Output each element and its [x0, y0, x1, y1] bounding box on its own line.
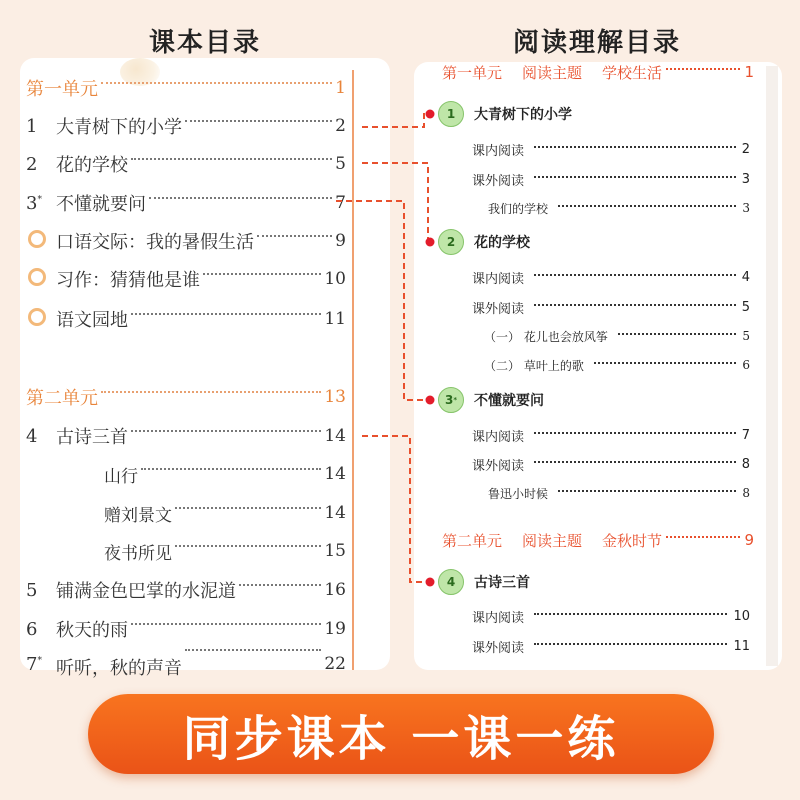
row-page: 8	[741, 456, 750, 472]
lesson-title: 大青树下的小学	[56, 117, 182, 138]
promo-banner	[88, 694, 714, 774]
row-page: 2	[741, 141, 750, 157]
reading-toc-heading: 阅读理解目录	[512, 28, 681, 58]
lesson-title: 不懂就要问	[474, 393, 544, 409]
lesson-num: 3	[26, 192, 38, 214]
theme-name: 学校生活	[602, 63, 663, 82]
row-label: 我们的学校	[488, 201, 549, 216]
unit-title: 第二单元	[442, 531, 503, 550]
row-label: 课外阅读	[472, 458, 525, 474]
connector-spacer	[362, 124, 418, 163]
row-page: 3	[741, 171, 750, 187]
lesson-page: 22	[324, 654, 346, 674]
lesson-title: 听听，秋的声音	[56, 658, 182, 679]
poem-page: 14	[324, 503, 346, 523]
lesson-page: 19	[324, 619, 346, 639]
lesson-number-badge: 3 *	[438, 387, 464, 413]
connector-lesson-3	[336, 201, 430, 400]
row-page: 4	[741, 269, 750, 285]
unit-title: 第二单元	[26, 388, 98, 409]
theme-label: 阅读主题	[522, 531, 583, 550]
lesson-title: 古诗三首	[56, 427, 128, 448]
row-page: 5	[741, 299, 750, 315]
connector-lesson-1	[362, 114, 430, 127]
unit-title: 第一单元	[442, 63, 503, 82]
lesson-num: 1	[26, 115, 38, 137]
item-page: 11	[324, 309, 346, 329]
poem-page: 14	[324, 464, 346, 484]
row-label: 课内阅读	[472, 429, 525, 445]
row-label: 课内阅读	[472, 271, 525, 287]
lesson-num: 6	[26, 618, 38, 640]
textbook-toc-heading: 课本目录	[148, 28, 261, 58]
row-page: 11	[733, 638, 750, 654]
lesson-title: 花的学校	[56, 155, 128, 176]
unit-title: 第一单元	[26, 79, 98, 100]
lesson-title: 不懂就要问	[56, 194, 146, 215]
row-page: 3	[742, 201, 750, 215]
row-page: 7	[741, 427, 750, 443]
row-label: 课内阅读	[472, 143, 525, 159]
theme-label: 阅读主题	[522, 63, 583, 82]
row-label: 课外阅读	[472, 301, 525, 317]
theme-name: 金秋时节	[602, 531, 663, 550]
unit-page: 9	[744, 531, 754, 549]
row-label: （二） 草叶上的歌	[484, 358, 584, 373]
lesson-num: 2	[26, 153, 38, 175]
row-label: 课内阅读	[472, 610, 525, 626]
lesson-page: 16	[324, 580, 346, 600]
item-title: 口语交际：我的暑假生活	[56, 232, 254, 253]
row-page: 5	[742, 329, 750, 343]
item-title: 语文园地	[56, 310, 128, 331]
lesson-number-badge: 2	[438, 229, 464, 255]
connector-dot	[426, 238, 435, 247]
row-page: 6	[742, 358, 750, 372]
row-label: 课外阅读	[472, 173, 525, 189]
banner-text: 同步课本 一课一练	[182, 710, 620, 767]
lesson-page: 14	[324, 426, 346, 446]
unit-page: 1	[744, 63, 754, 81]
lesson-number-badge: 4	[438, 569, 464, 595]
item-title: 习作：猜猜他是谁	[56, 270, 200, 291]
poem-page: 15	[324, 541, 346, 561]
lesson-num: 5	[26, 579, 38, 601]
row-label: 课外阅读	[472, 640, 525, 656]
lesson-title: 花的学校	[474, 235, 530, 251]
connector-lesson-2	[362, 163, 430, 242]
lesson-number-badge: 1	[438, 101, 464, 127]
row-label: 鲁迅小时候	[488, 486, 549, 501]
connector-dot	[426, 396, 435, 405]
item-page: 10	[324, 269, 346, 289]
unit-page: 13	[324, 387, 346, 407]
lesson-title: 秋天的雨	[56, 620, 128, 641]
connector-dot	[426, 578, 435, 587]
lesson-page: 2	[335, 116, 346, 136]
optional-mark: *	[37, 194, 42, 205]
optional-mark: *	[37, 656, 42, 666]
connector-dot	[426, 110, 435, 119]
unit-page: 1	[335, 78, 346, 98]
row-page: 10	[733, 608, 750, 624]
lesson-page: 7	[335, 193, 346, 213]
lesson-page: 5	[335, 154, 346, 174]
connector-lesson-4	[362, 436, 430, 582]
lesson-title: 铺满金色巴掌的水泥道	[56, 581, 236, 602]
poem-title: 山行	[104, 466, 138, 487]
lesson-num: 4	[26, 425, 38, 447]
lesson-title: 大青树下的小学	[474, 107, 572, 123]
lesson-title: 古诗三首	[474, 575, 530, 591]
row-label: （一） 花儿也会放风筝	[484, 329, 608, 344]
poem-title: 夜书所见	[104, 543, 172, 564]
item-page: 9	[335, 231, 346, 251]
lesson-num: 7	[26, 654, 38, 675]
poem-title: 赠刘景文	[104, 505, 172, 526]
row-page: 8	[742, 486, 750, 500]
